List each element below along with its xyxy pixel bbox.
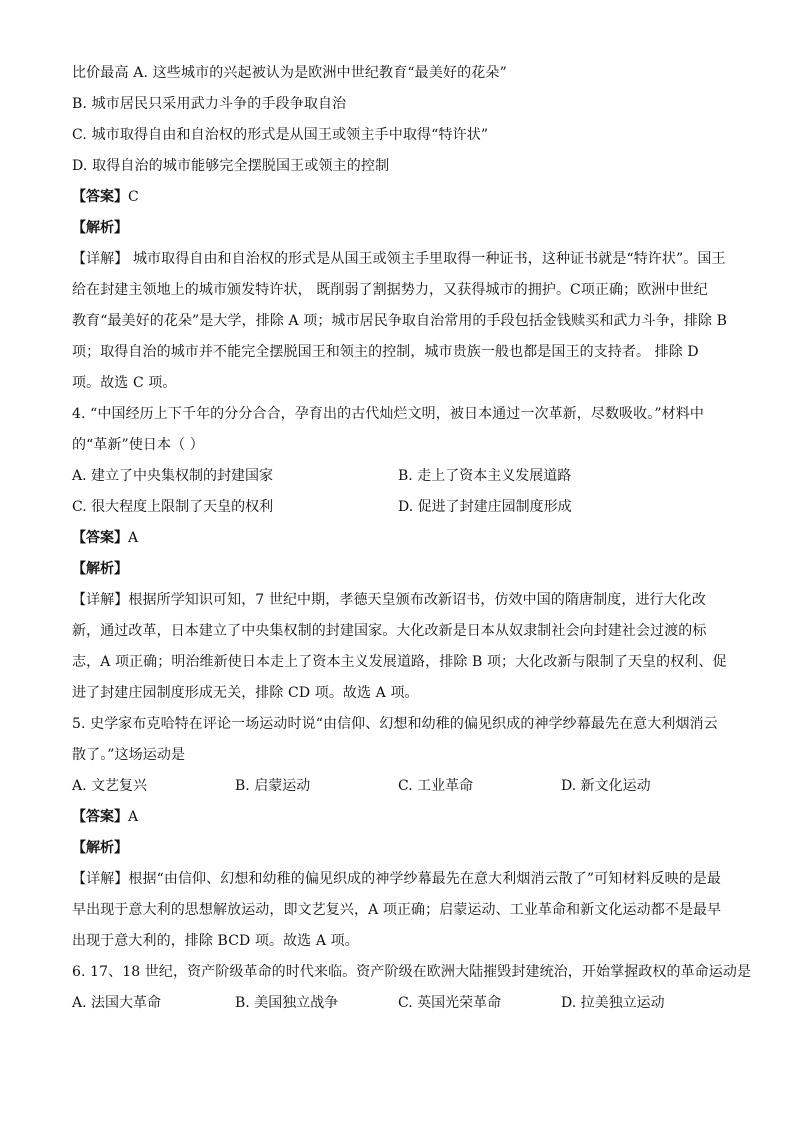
q6-option-a: A. 法国大革命 (72, 995, 162, 1011)
q6-option-d: D. 拉美独立运动 (561, 995, 665, 1011)
q3-detail-line: 给在封建主领地上的城市颁发特许状， 既削弱了割据势力，又获得城市的拥护。C项正确；欧洲中世纪 (72, 282, 708, 298)
answer-value: A (128, 530, 139, 546)
option-c-line: C. 城市取得自由和自治权的形式是从国王或领主手中取得“特许状” (72, 127, 489, 143)
q3-answer (72, 182, 724, 213)
q5-option-a: A. 文艺复兴 (72, 778, 148, 794)
q4-option-b: B. 走上了资本主义发展道路 (398, 468, 572, 484)
q4-detail-line: 【详解】根据所学知识可知，7 世纪中期，孝德天皇颁布改新诏书，仿效中国的隋唐制度，进行大化改 (72, 592, 706, 608)
q4-stem-line: 4. “中国经历上下千年的分分合合，孕育出的古代灿烂文明，被日本通过一次革新，尽数吸收。”材料中 (72, 406, 704, 422)
q4-stem-line: 的“革新”使日本（ ） (72, 437, 204, 453)
q4-option-c: C. 很大程度上限制了天皇的权利 (72, 499, 274, 515)
q4-detail-line: 志，A 项正确；明治维新使日本走上了资本主义发展道路，排除 B 项；大化改新与限制了天皇的权利、促 (72, 654, 727, 670)
answer-value: A (128, 809, 139, 825)
q3-detail-line: 项。故选 C 项。 (72, 375, 177, 391)
q5-detail-line: 早出现于意大利的思想解放运动，即文艺复兴，A 项正确；启蒙运动、工业革命和新文化运动都不是最早 (72, 902, 722, 918)
q5-detail-line: 【详解】根据“由信仰、幻想和幼稚的偏见织成的神学纱幕最先在意大利烟消云散了”可知材料反映的是最 (72, 871, 722, 887)
q3-detail-line: 教育“最美好的花朵”是大学，排除 A 项；城市居民争取自治常用的手段包括金钱赎买和武力斗争，排除 B (72, 313, 728, 329)
answer-label: 【答案】 (72, 809, 128, 825)
analysis-label: 【解析】 (72, 840, 128, 856)
option-d-line: D. 取得自治的城市能够完全摆脱国王或领主的控制 (72, 158, 390, 174)
analysis-label: 【解析】 (72, 561, 128, 577)
q5-detail-line: 出现于意大利的，排除 BCD 项。故选 A 项。 (72, 933, 359, 949)
option-line-top: 比价最高 A. 这些城市的兴起被认为是欧洲中世纪教育“最美好的花朵” (72, 65, 507, 81)
answer-label: 【答案】 (72, 189, 128, 205)
q4-detail-line: 新，通过改革，日本建立了中央集权制的封建国家。大化改新是日本从奴隶制社会向封建社会过渡的标 (72, 623, 707, 639)
q4-answer (72, 523, 724, 554)
q4-options-row-1 (72, 461, 724, 492)
document-page (72, 58, 752, 1019)
q5-analysis-heading (72, 833, 724, 864)
q6-options-row (72, 988, 724, 1019)
q3-detail-line: 项；取得自治的城市并不能完全摆脱国王和领主的控制，城市贵族一般也都是国王的支持者。 排除 D (72, 344, 699, 360)
q4-detail-line: 进了封建庄园制度形成无关，排除 CD 项。故选 A 项。 (72, 685, 419, 701)
q6-option-c: C. 英国光荣革命 (398, 995, 502, 1011)
q3-detail-line: 【详解】 城市取得自由和自治权的形式是从国王或领主手里取得一种证书，这种证书就是“特许状”。国王 (72, 251, 726, 267)
answer-value: C (128, 189, 139, 205)
q5-stem-line: 散了。”这场运动是 (72, 747, 186, 763)
q4-option-a: A. 建立了中央集权制的封建国家 (72, 468, 274, 484)
q6-option-b: B. 美国独立战争 (235, 995, 339, 1011)
q4-options-row-2 (72, 492, 724, 523)
q5-options-row (72, 771, 724, 802)
q4-analysis-heading (72, 554, 724, 585)
q5-option-c: C. 工业革命 (398, 778, 474, 794)
q5-stem-line: 5. 史学家布克哈特在评论一场运动时说“由信仰、幻想和幼稚的偏见织成的神学纱幕最先在意大利烟消云 (72, 716, 718, 732)
q6-stem-line: 6. 17、18 世纪，资产阶级革命的时代来临。资产阶级在欧洲大陆摧毁封建统治，开始掌握政权的革命运动是 (72, 964, 752, 980)
q4-option-d: D. 促进了封建庄园制度形成 (398, 499, 572, 515)
option-b-line: B. 城市居民只采用武力斗争的手段争取自治 (72, 96, 347, 112)
q5-answer (72, 802, 724, 833)
analysis-label: 【解析】 (72, 220, 128, 236)
q5-option-d: D. 新文化运动 (561, 778, 651, 794)
q5-option-b: B. 启蒙运动 (235, 778, 311, 794)
answer-label: 【答案】 (72, 530, 128, 546)
q3-analysis-heading (72, 213, 724, 244)
